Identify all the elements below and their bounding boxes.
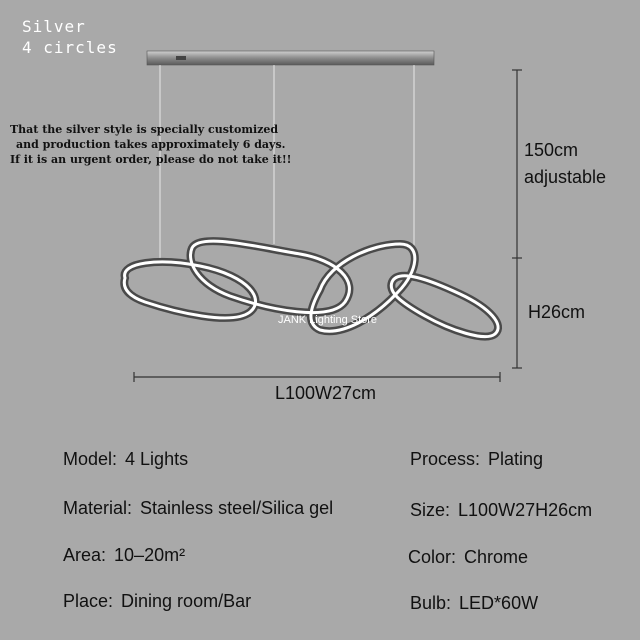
- spec-bulb: [410, 593, 538, 614]
- spec-place-label: Place:: [63, 591, 114, 611]
- spec-bulb-value: LED*60W: [459, 593, 539, 613]
- spec-size-value: L100W27H26cm: [458, 500, 593, 520]
- notice-line-2: and production takes approximately 6 days.: [16, 138, 286, 151]
- spec-bulb-label: Bulb:: [410, 593, 452, 613]
- variant-count: 4 circles: [22, 38, 118, 57]
- width-dimension-line: [134, 372, 500, 382]
- customization-notice: [10, 122, 300, 167]
- spec-model: [63, 449, 188, 470]
- ceiling-bar-vent: [176, 56, 186, 60]
- spec-color-label: Color:: [408, 547, 457, 567]
- notice-line-3: If it is an urgent order, please do not take it!!: [10, 153, 292, 166]
- spec-size-label: Size:: [410, 500, 451, 520]
- width-label: L100W27cm: [275, 383, 377, 403]
- spec-area-value: 10–20m²: [114, 545, 186, 565]
- spec-area: [63, 545, 185, 566]
- spec-area-label: Area:: [63, 545, 107, 565]
- height-label: H26cm: [528, 302, 586, 322]
- spec-process-label: Process:: [410, 449, 481, 469]
- spec-color: [408, 547, 528, 568]
- spec-material-value: Stainless steel/Silica gel: [140, 498, 334, 518]
- notice-line-1: That the silver style is specially customized: [10, 123, 279, 136]
- spec-place: [63, 591, 251, 612]
- cable-adjustable-label: adjustable: [524, 167, 607, 187]
- spec-process: [410, 449, 543, 470]
- variant-color: Silver: [22, 17, 86, 36]
- spec-process-value: Plating: [488, 449, 544, 469]
- spec-material: [63, 498, 333, 519]
- height-dimension-lines: [512, 70, 522, 368]
- spec-place-value: Dining room/Bar: [121, 591, 252, 611]
- spec-model-value: 4 Lights: [125, 449, 189, 469]
- spec-size: [410, 500, 592, 521]
- spec-material-label: Material:: [63, 498, 133, 518]
- cable-length-label: 150cm: [524, 140, 579, 160]
- ceiling-bar: [147, 51, 434, 65]
- spec-color-value: Chrome: [464, 547, 529, 567]
- spec-model-label: Model:: [63, 449, 118, 469]
- store-watermark: JANK Lighting Store: [278, 314, 378, 326]
